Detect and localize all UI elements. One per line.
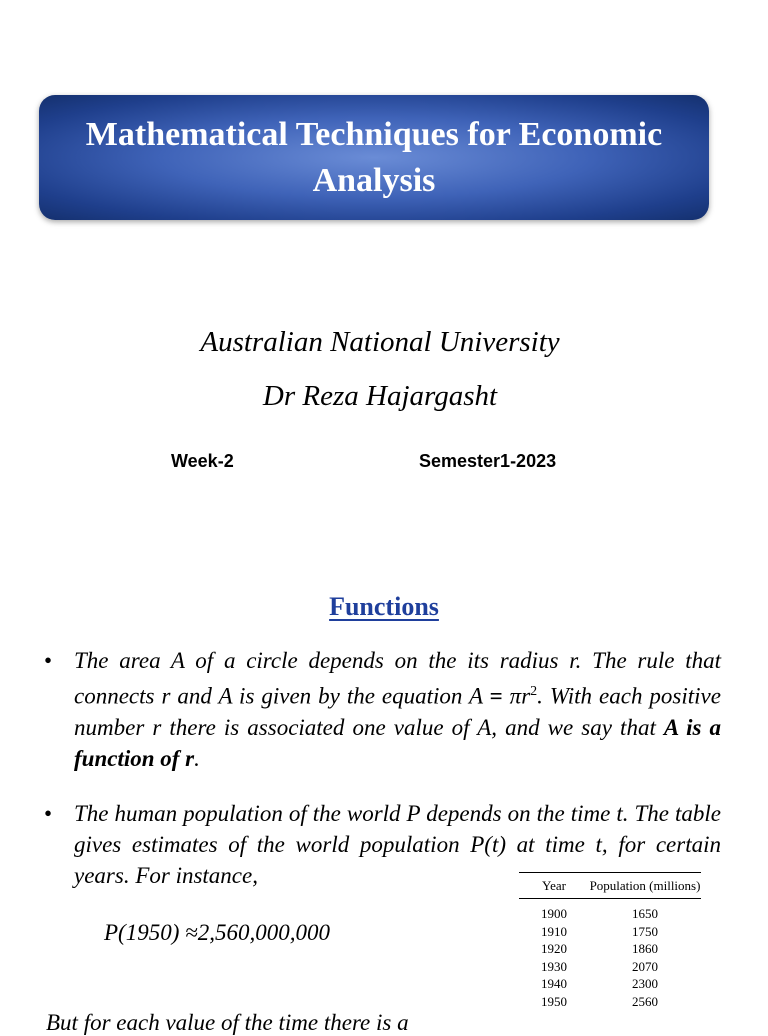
document-title: Mathematical Techniques for Economic Analysis [85, 115, 663, 199]
bullet-end: . [194, 745, 200, 771]
cell-population: 2560 [632, 993, 658, 1009]
exponent: 2 [530, 684, 538, 699]
cell-population: 2070 [632, 958, 658, 974]
cell-year: 1940 [541, 976, 567, 991]
cell-population: 1860 [632, 941, 658, 956]
section-heading: Functions [329, 592, 439, 621]
week-label: Week-2 [171, 451, 234, 471]
table-row [519, 993, 701, 1011]
lecturer-name: Dr Reza Hajargasht [262, 380, 498, 412]
cell-year: 1910 [541, 923, 567, 939]
table-row [519, 923, 701, 941]
semester-label: Semester1-2023 [419, 451, 557, 471]
cell-year: 1950 [541, 993, 567, 1009]
table-row [519, 899, 701, 923]
table-row [519, 958, 701, 976]
university-name: Australian National University [200, 326, 560, 358]
cell-population: 2300 [632, 976, 658, 991]
emphasis-text: A is a function of r [74, 714, 721, 771]
cell-population: 1750 [632, 923, 658, 939]
bullet-text: . With each positive number r there is associated one value of A, and we say that [74, 683, 721, 740]
population-table [519, 872, 701, 1010]
title-banner [39, 95, 709, 220]
cell-year: 1930 [541, 958, 567, 974]
pi-r: πr [502, 683, 531, 709]
cell-year: 1920 [541, 941, 567, 956]
cell-year: 1900 [541, 906, 567, 921]
table-row [519, 975, 701, 993]
cutoff-text: But for each value of the time there is a [46, 1010, 409, 1035]
bullet-text: The human population of the world P depends on the time t. The table gives estimates of the world population P(t) at time t, for certain years. For instance, [74, 801, 721, 888]
table-row [519, 940, 701, 958]
table-header-row [519, 873, 701, 899]
bullet-area-of-circle [74, 645, 721, 774]
bullet-text: The area A of a circle depends on the its radius r. The rule that connects r and A is given by the equation A [74, 648, 721, 709]
population-equation: P(1950) ≈2,560,000,000 [104, 920, 330, 945]
cell-population: 1650 [632, 906, 658, 921]
column-header-year: Year [519, 873, 589, 899]
column-header-population: Population (millions) [589, 873, 701, 899]
equals-sign: = [489, 683, 503, 709]
